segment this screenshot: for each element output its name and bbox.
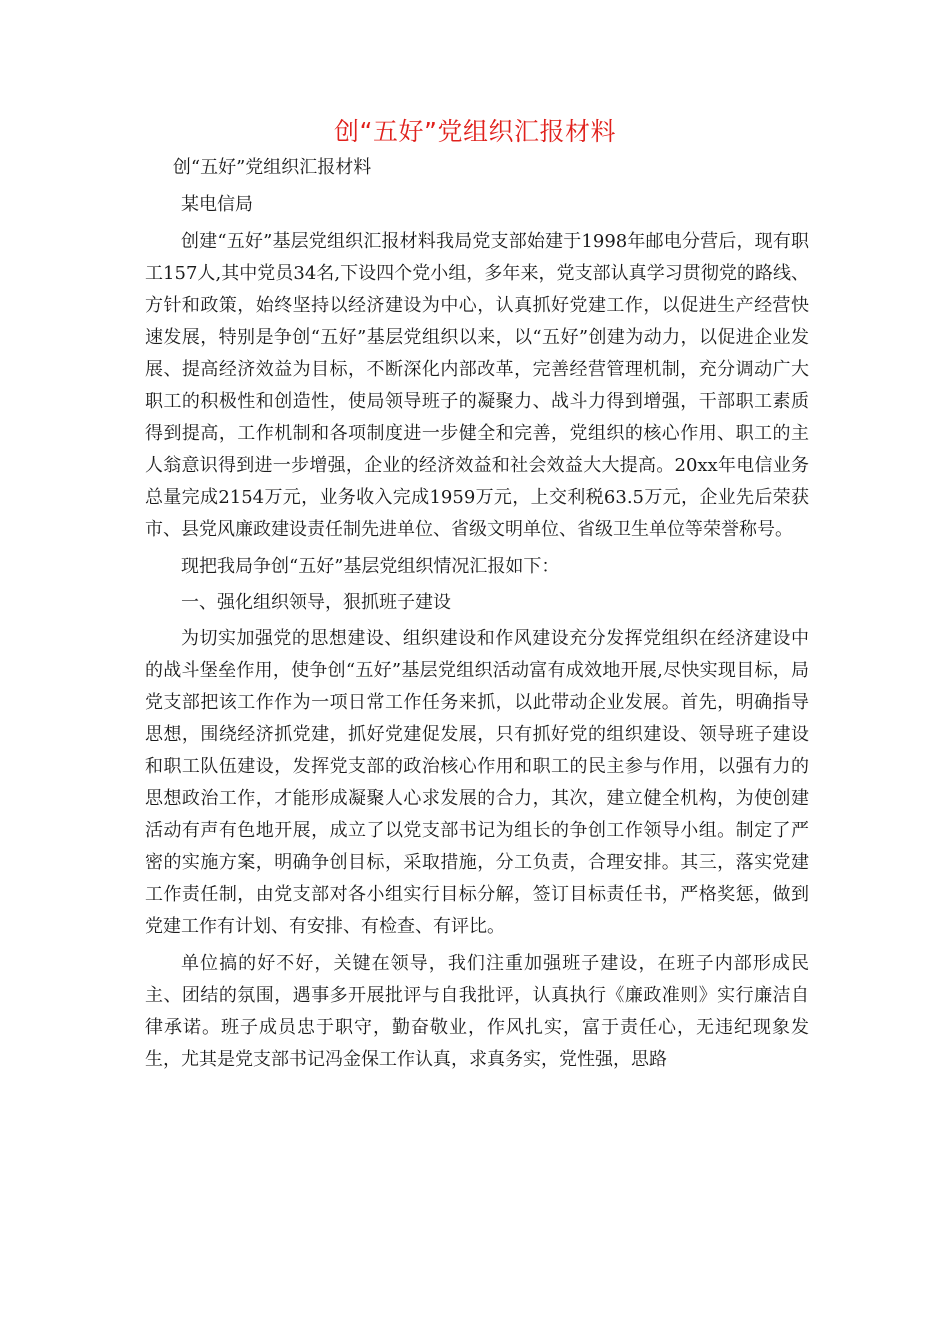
section-heading-1: 一、强化组织领导，狠抓班子建设 [181, 592, 451, 613]
document-author: 某电信局 [181, 194, 253, 215]
paragraph-report-lead: 现把我局争创“五好”基层党组织情况汇报如下： [181, 556, 560, 577]
document-subtitle: 创“五好”党组织汇报材料 [172, 157, 372, 178]
paragraph-intro: 创建“五好”基层党组织汇报材料我局党支部始建于1998年邮电分营后，现有职工157人,其中党员34名,下设四个党小组，多年来，党支部认真学习贯彻党的路线、方针和政策，始终坚持以经济建设为中心，认真抓好党建工作，以促进生产经营快速发展，特别是争创“五好”基层党组织以来，以“五好”创建为动力，以促进企业发展、提高经济效益为目标，不断深化内部改革，完善经营管理机制，充分调动广大职工的积极性和创造性，使局领导班子的凝聚力、战斗力得到增强，干部职工素质得到提高，工作机制和各项制度进一步健全和完善，党组织的核心作用、职工的主人翁意识得到进一步增强，企业的经济效益和社会效益大大提高。20xx年电信业务总量完成2154万元，业务收入完成1959万元，上交利税63.5万元，企业先后荣获市、县党风廉政建设责任制先进单位、省级文明单位、省级卫生单位等荣誉称号。 [145, 231, 809, 540]
document-body [145, 152, 809, 1076]
document-title: 创“五好”党组织汇报材料 [334, 117, 616, 146]
paragraph-leadership: 单位搞的好不好，关键在领导，我们注重加强班子建设，在班子内部形成民主、团结的氛围，遇事多开展批评与自我批评，认真执行《廉政准则》实行廉洁自律承诺。班子成员忠于职守，勤奋敬业，作风扎实，富于责任心，无违纪现象发生，尤其是党支部书记冯金保工作认真，求真务实，党性强，思路 [145, 953, 809, 1070]
paragraph-section-1-body: 为切实加强党的思想建设、组织建设和作风建设充分发挥党组织在经济建设中的战斗堡垒作用，使争创“五好”基层党组织活动富有成效地开展,尽快实现目标，局党支部把该工作作为一项日常工作任务来抓，以此带动企业发展。首先，明确指导思想，围绕经济抓党建，抓好党建促发展，只有抓好党的组织建设、领导班子建设和职工队伍建设，发挥党支部的政治核心作用和职工的民主参与作用，以强有力的思想政治工作，才能形成凝聚人心求发展的合力，其次，建立健全机构，为使创建活动有声有色地开展，成立了以党支部书记为组长的争创工作领导小组。制定了严密的实施方案，明确争创目标，采取措施，分工负责，合理安排。其三，落实党建工作责任制，由党支部对各小组实行目标分解，签订目标责任书，严格奖惩，做到党建工作有计划、有安排、有检查、有评比。 [145, 628, 809, 937]
